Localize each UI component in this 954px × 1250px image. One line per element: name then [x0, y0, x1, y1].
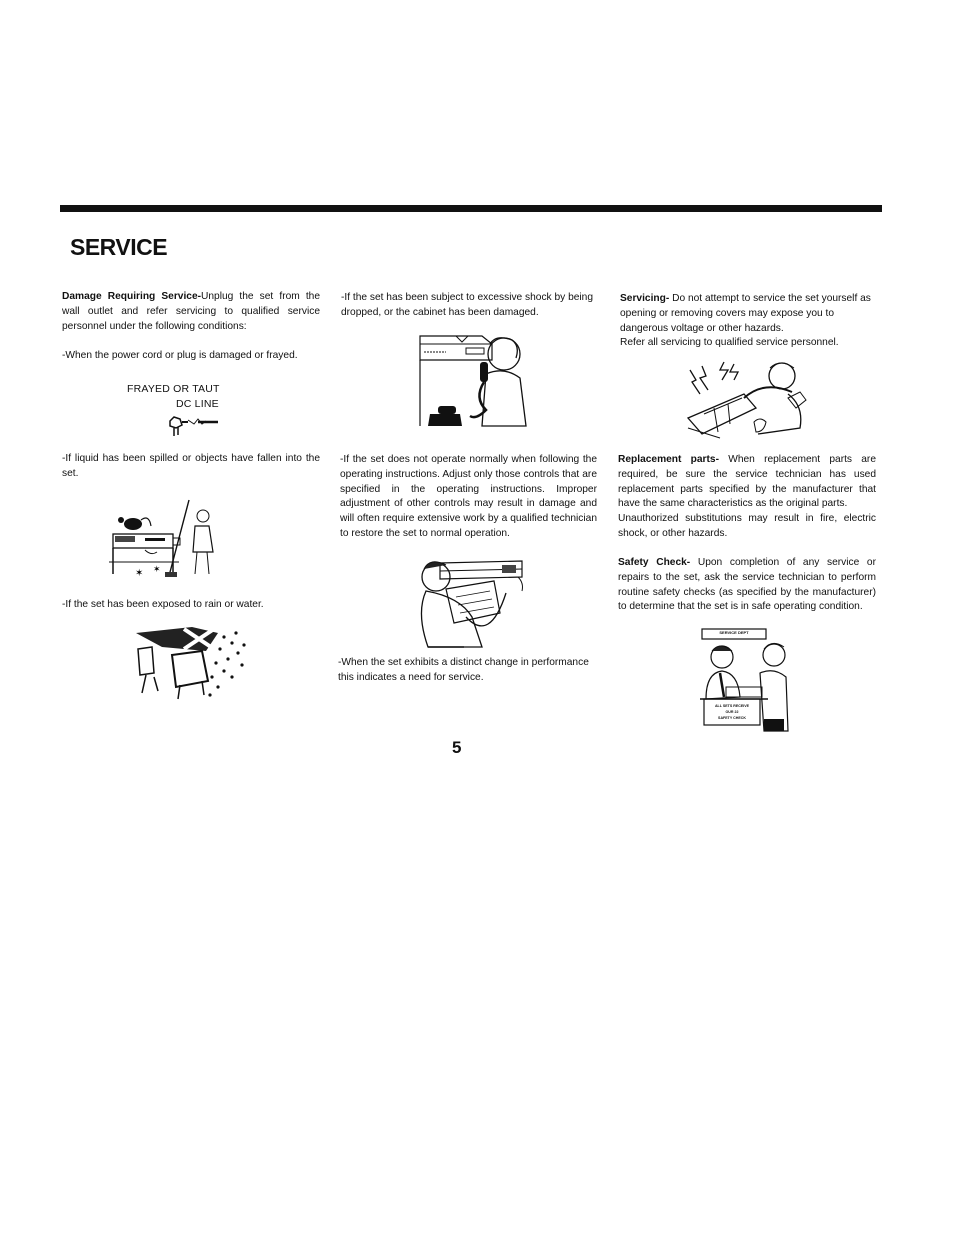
- phone-illustration: [416, 332, 528, 428]
- sign-line-2: OUR 22: [725, 710, 739, 714]
- replacement-text: When replacement parts are required, be sure the service technician has used replacement parts specified by the manufacturer that have the same characteristics as the original parts.: [618, 454, 876, 510]
- sign-line-1: ALL SETS RECEIVE: [714, 704, 750, 708]
- damage-text: Unplug the set from the wall outlet and refer servicing to qualified service personnel under the following conditions:: [62, 291, 320, 332]
- liquid-item: -If liquid has been spilled or objects have fallen into the set.: [62, 453, 320, 479]
- replacement-heading: Replacement parts-: [618, 454, 719, 465]
- safety-heading: Safety Check-: [618, 557, 691, 568]
- cord-item: -When the power cord or plug is damaged or frayed.: [62, 350, 298, 361]
- top-rule: [60, 205, 882, 212]
- page-number: 5: [452, 738, 462, 757]
- svg-text:✶: ✶: [135, 568, 144, 579]
- safety-check-sign: [704, 703, 760, 721]
- safety-check-illustration: [698, 627, 790, 733]
- damage-heading: Damage Requiring Service-: [62, 291, 202, 302]
- shock-item: -If the set has been subject to excessive shock by being dropped, or the cabinet has been damaged.: [341, 292, 594, 318]
- cord-label-1: FRAYED OR TAUT: [127, 383, 220, 395]
- sign-line-3: SAFETY CHECK: [718, 716, 746, 720]
- rain-item: -If the set has been exposed to rain or water.: [62, 599, 264, 610]
- safety-text: Upon completion of any service or repairs to the set, ask the service technician to perform routine safety checks (as specified by the manufacturer) to determine that the set is in safe operating condition.: [618, 557, 876, 613]
- service-dept-sign: SERVICE DEPT: [719, 630, 749, 635]
- servicing-text: Do not attempt to service the set yourself as opening or removing covers may expose you to dangerous voltage or other hazards.: [620, 293, 871, 334]
- replacement-paragraph: [618, 453, 876, 542]
- damage-paragraph: [62, 290, 320, 334]
- cord-label-2: DC LINE: [176, 398, 219, 410]
- servicing-paragraph: [620, 292, 878, 351]
- plug-illustration: [160, 413, 220, 439]
- rain-illustration: [132, 625, 252, 703]
- performance-item: -When the set exhibits a distinct change in performance this indicates a need for service.: [338, 657, 589, 683]
- adjust-illustration: [406, 553, 530, 649]
- svg-text:✶: ✶: [153, 565, 161, 575]
- safety-paragraph: [618, 556, 876, 615]
- page-title: SERVICE: [70, 234, 168, 260]
- spill-illustration: [105, 492, 225, 580]
- servicing-text-2: Refer all servicing to qualified service personnel.: [620, 337, 839, 349]
- replacement-text-2: Unauthorized substitutions may result in fire, electric shock, or other hazards.: [618, 513, 876, 539]
- servicing-heading: Servicing-: [620, 293, 670, 304]
- shock-hazard-illustration: [684, 358, 814, 442]
- operate-item: -If the set does not operate normally when following the operating instructions. Adjust only those controls that are specified in the operating instructions. Improper adjustment of other controls may result in damage and will often require extensive work by a qualified technician to restore the set to normal operation.: [340, 454, 597, 539]
